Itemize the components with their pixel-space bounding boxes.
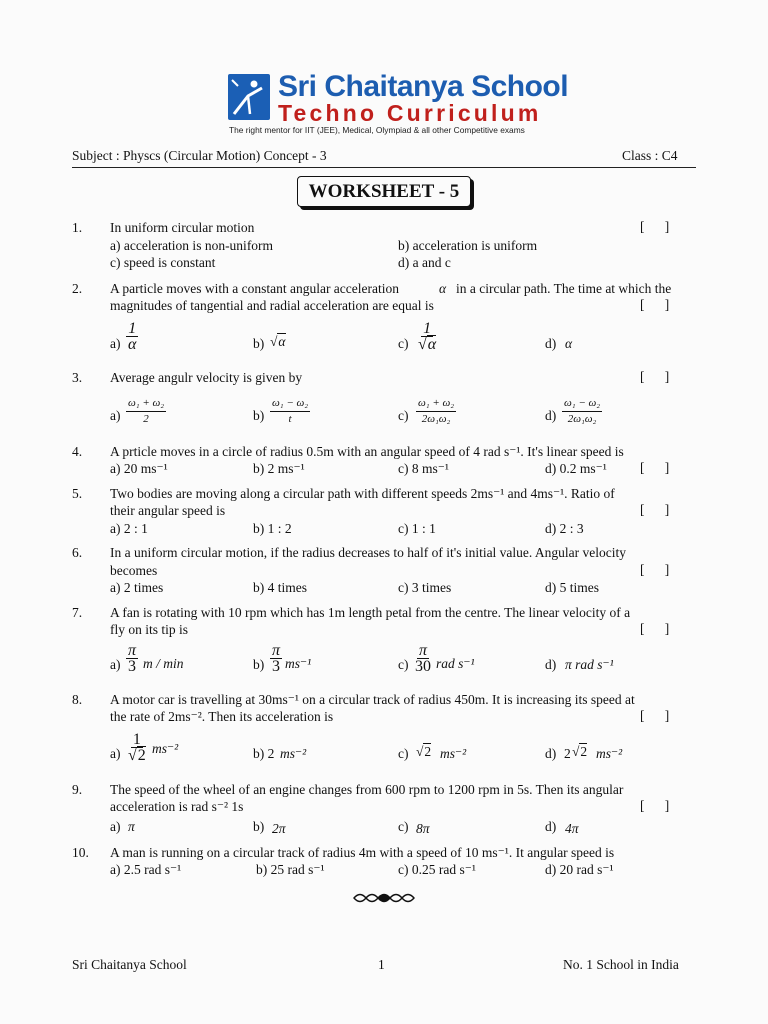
- option-a: a) 20 ms⁻¹: [110, 461, 168, 476]
- question-number: 5.: [72, 486, 83, 501]
- option-b: b) 1 : 2: [253, 521, 292, 536]
- question-text: becomes: [110, 563, 158, 578]
- option-a: a): [110, 408, 121, 423]
- answer-bracket[interactable]: [ ]: [640, 621, 670, 636]
- option-d: d): [545, 657, 557, 672]
- question-text: acceleration is rad s⁻² 1s: [110, 799, 244, 814]
- option-c: c): [398, 657, 409, 672]
- option-b: b): [253, 408, 265, 423]
- answer-bracket[interactable]: [ ]: [640, 502, 670, 517]
- option-c: c): [398, 819, 409, 834]
- question-number: 7.: [72, 605, 83, 620]
- option-a-unit: m / min: [143, 656, 184, 671]
- option-a: a) 2 : 1: [110, 521, 148, 536]
- option-a: a): [110, 819, 121, 834]
- subject-label: Subject : Physcs (Circular Motion) Concept - 3: [72, 148, 327, 163]
- question-number: 4.: [72, 444, 83, 459]
- alpha-symbol: α: [439, 281, 447, 296]
- option-d: d) 5 times: [545, 580, 599, 595]
- option-c: c) 8 ms⁻¹: [398, 461, 449, 476]
- question-text: The speed of the wheel of an engine changes from 600 rpm to 1200 rpm in 5s. Then its angular: [110, 782, 624, 797]
- option-d: d) 0.2 ms⁻¹: [545, 461, 607, 476]
- option-c: c): [398, 408, 409, 423]
- option-d: d): [545, 819, 557, 834]
- option-c: c): [398, 336, 409, 351]
- question-text: Two bodies are moving along a circular path with different speeds 2ms⁻¹ and 4ms⁻¹. Ratio of: [110, 486, 615, 501]
- option-d-sqrt: √2: [572, 744, 588, 759]
- option-d: d) 20 rad s⁻¹: [545, 862, 614, 877]
- option-b: b) 25 rad s⁻¹: [256, 862, 325, 877]
- option-d-coef: 2: [564, 746, 571, 761]
- option-a: a): [110, 746, 121, 761]
- answer-bracket[interactable]: [ ]: [640, 798, 670, 813]
- option-d-alpha: α: [565, 336, 573, 351]
- question-number: 3.: [72, 370, 83, 385]
- option-b-unit: ms⁻¹: [285, 656, 312, 671]
- header-divider: [72, 167, 696, 168]
- logo-title: Sri Chaitanya School: [278, 70, 569, 103]
- question-text: in a circular path. The time at which the: [456, 281, 672, 296]
- question-text: A particle moves with a constant angular acceleration: [110, 281, 400, 296]
- question-text: A man is running on a circular track of radius 4m with a speed of 10 ms⁻¹. It angular speed is: [110, 845, 615, 860]
- option-d-unit: ms⁻²: [596, 746, 623, 761]
- worksheet-title: WORKSHEET - 5: [297, 176, 471, 207]
- question-number: 9.: [72, 782, 83, 797]
- question-text: A fan is rotating with 10 rpm which has 1m length petal from the centre. The linear velocity of a: [110, 605, 631, 620]
- option-d-fraction: $\frac{\text{ω₁ − ω₂}}{\text{2ω₁ω₂}}$: [564, 397, 601, 425]
- option-c-value: 8π: [416, 821, 430, 836]
- option-b-sqrt: √α: [270, 334, 286, 349]
- question-number: 10.: [72, 845, 89, 860]
- logo-subtitle: Techno Curriculum: [278, 100, 542, 126]
- answer-bracket[interactable]: [ ]: [640, 708, 670, 723]
- option-c: c) 3 times: [398, 580, 452, 595]
- option-c: c) 0.25 rad s⁻¹: [398, 862, 476, 877]
- question-number: 8.: [72, 692, 83, 707]
- option-c-fraction: $\frac{\text{ω₁ + ω₂}}{\text{2ω₁ω₂}}$: [418, 397, 455, 425]
- option-d: d): [545, 746, 557, 761]
- option-a-fraction: $\frac{\pi}{3}$: [128, 642, 137, 675]
- option-d: d): [545, 336, 557, 351]
- option-d-value: π rad s⁻¹: [565, 657, 614, 672]
- option-d: d) a and c: [398, 255, 451, 270]
- option-d: d): [545, 408, 557, 423]
- option-d: d) 2 : 3: [545, 521, 584, 536]
- option-a-fraction: $\frac{1}{√2}$: [128, 731, 146, 764]
- divider-ornament-icon: [352, 890, 416, 906]
- answer-bracket[interactable]: [ ]: [640, 562, 670, 577]
- option-d-value: 4π: [565, 821, 579, 836]
- option-b: b) 4 times: [253, 580, 307, 595]
- question-text: In a uniform circular motion, if the radius decreases to half of it's initial value. Angular velocity: [110, 545, 627, 560]
- option-c-unit: rad s⁻¹: [436, 656, 475, 671]
- option-c-sqrt: √2: [416, 744, 432, 759]
- option-b-fraction: $\frac{\text{ω₁ − ω₂}}{t}$: [272, 397, 309, 425]
- question-text: the rate of 2ms⁻². Then its acceleration is: [110, 709, 334, 724]
- option-a: a) 2 times: [110, 580, 164, 595]
- option-c: c): [398, 746, 409, 761]
- option-a-unit: ms⁻²: [152, 741, 179, 756]
- option-a: a) 2.5 rad s⁻¹: [110, 862, 182, 877]
- option-a: a) acceleration is non-uniform: [110, 238, 274, 253]
- option-a: a): [110, 657, 121, 672]
- option-b: b) 2: [253, 746, 275, 761]
- question-text: their angular speed is: [110, 503, 226, 518]
- option-c-unit: ms⁻²: [440, 746, 467, 761]
- question-number: 2.: [72, 281, 83, 296]
- question-text: In uniform circular motion: [110, 220, 255, 235]
- question-text: A prticle moves in a circle of radius 0.5m with an angular speed of 4 rad s⁻¹. It's linear speed is: [110, 444, 624, 459]
- footer-school-name: Sri Chaitanya School: [72, 957, 187, 972]
- question-text: fly on its tip is: [110, 622, 189, 637]
- page-number: 1: [378, 957, 385, 972]
- option-b: b): [253, 336, 265, 351]
- option-c-fraction: $\frac{\pi}{30}$: [415, 642, 431, 675]
- option-a-value: π: [128, 819, 135, 834]
- question-number: 6.: [72, 545, 83, 560]
- option-a-fraction: $\frac{\text{ω₁ + ω₂}}{2}$: [128, 397, 165, 425]
- option-b-unit: ms⁻²: [280, 746, 307, 761]
- footer-slogan: No. 1 School in India: [563, 957, 679, 972]
- question-number: 1.: [72, 220, 83, 235]
- option-c: c) speed is constant: [110, 255, 216, 270]
- option-a: a): [110, 336, 121, 351]
- answer-bracket[interactable]: [ ]: [640, 219, 670, 234]
- option-c: c) 1 : 1: [398, 521, 436, 536]
- option-c-fraction: $\frac{1}{√\alpha}$: [418, 320, 437, 353]
- question-text: Average angulr velocity is given by: [110, 370, 303, 385]
- question-text: magnitudes of tangential and radial acceleration are equal is: [110, 298, 434, 313]
- option-b: b): [253, 819, 265, 834]
- option-b-value: 2π: [272, 821, 286, 836]
- answer-bracket[interactable]: [ ]: [640, 297, 670, 312]
- option-b: b) 2 ms⁻¹: [253, 461, 305, 476]
- option-b: b): [253, 657, 265, 672]
- class-label: Class : C4: [622, 148, 678, 163]
- answer-bracket[interactable]: [ ]: [640, 369, 670, 384]
- question-text: A motor car is travelling at 30ms⁻¹ on a circular track of radius 450m. It is increasing its speed at: [110, 692, 635, 707]
- option-b: b) acceleration is uniform: [398, 238, 538, 253]
- option-a-fraction: $\frac{1}{\alpha}$: [128, 320, 137, 353]
- logo-tagline: The right mentor for IIT (JEE), Medical, Olympiad & all other Competitive exams: [229, 125, 525, 135]
- answer-bracket[interactable]: [ ]: [640, 460, 670, 475]
- school-logo-icon: [228, 74, 270, 120]
- option-b-fraction: $\frac{\pi}{3}$: [272, 642, 281, 675]
